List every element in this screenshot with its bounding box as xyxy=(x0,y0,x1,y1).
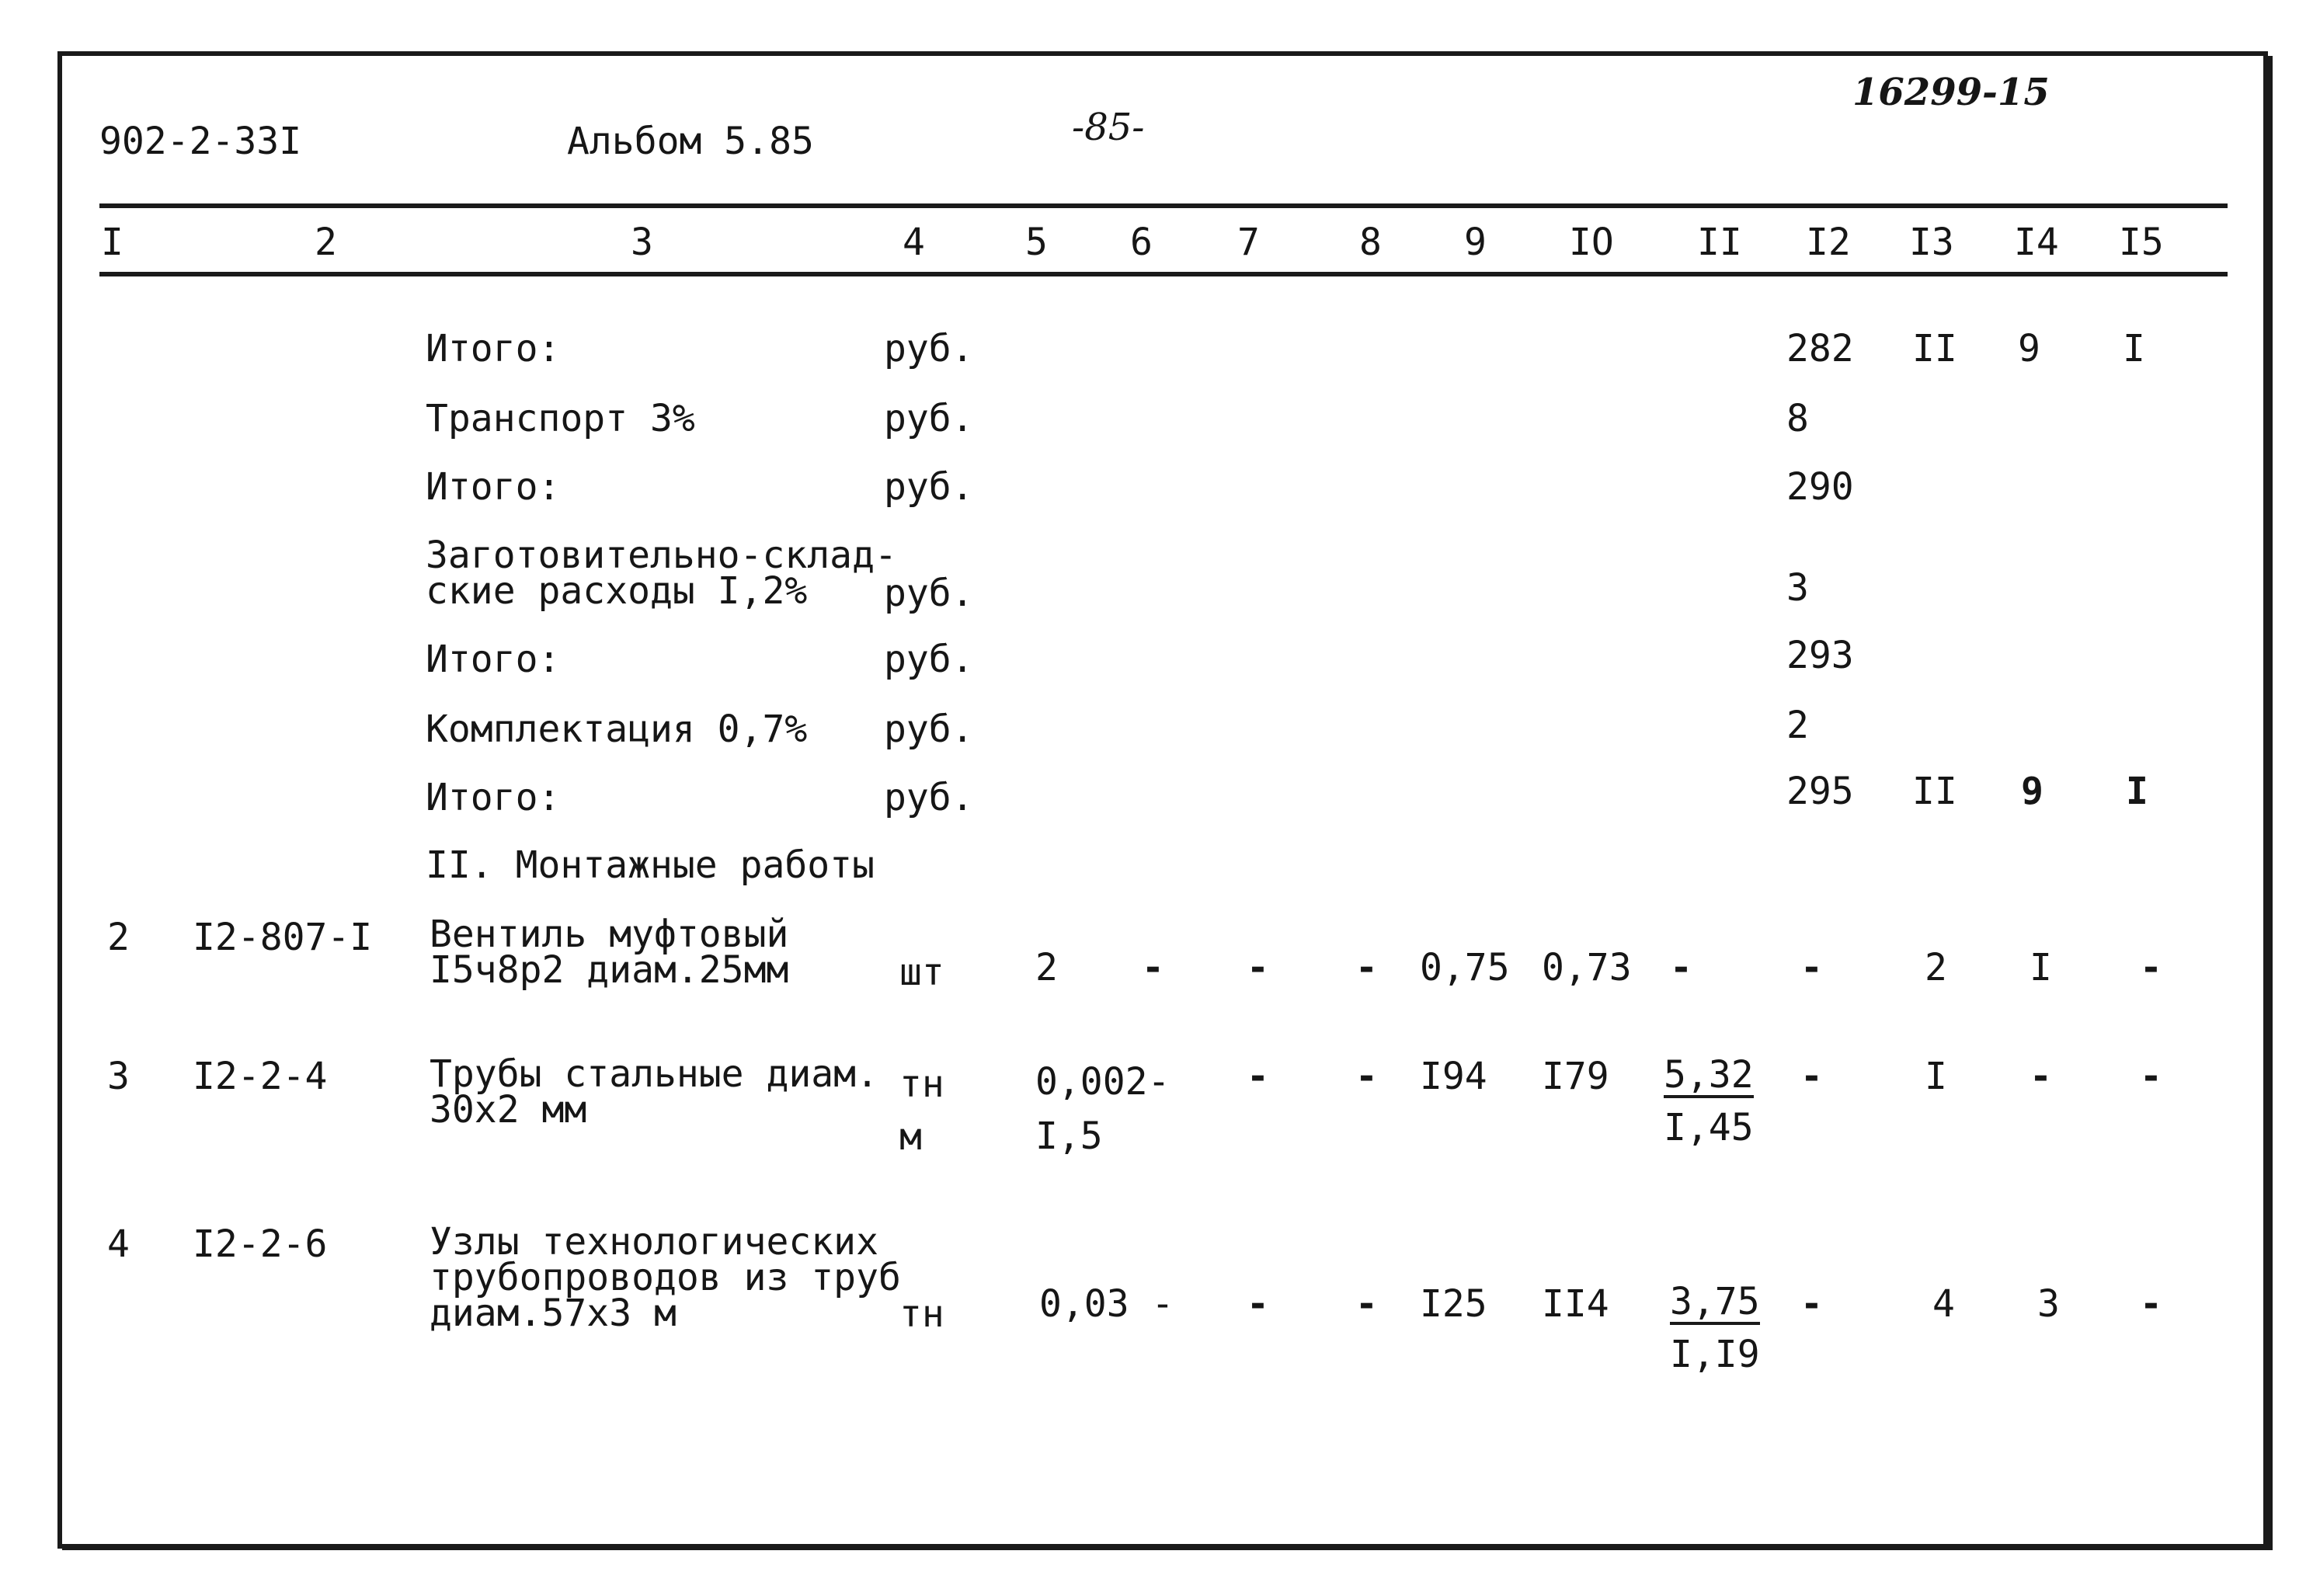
item-c10: 0,73 xyxy=(1542,946,1632,989)
item-name: Вентиль муфтовый I5ч8р2 диам.25мм xyxy=(430,913,789,992)
item-c12: - xyxy=(1800,946,1823,989)
item-c12: - xyxy=(1800,1282,1823,1326)
item-unit: шт xyxy=(899,951,944,994)
item-c15: - xyxy=(2140,1282,2162,1326)
completion-c12: 2 xyxy=(1786,704,1809,747)
totals-c12: 282 xyxy=(1786,327,1854,370)
totals-c12: 290 xyxy=(1786,465,1854,509)
totals-c15: I xyxy=(2123,327,2145,370)
item-code: I2-2-4 xyxy=(193,1055,328,1098)
item-c7: - xyxy=(1247,1055,1269,1098)
item-c7: - xyxy=(1247,946,1269,989)
header-rule-top xyxy=(99,203,2228,208)
item-c9: 0,75 xyxy=(1420,946,1510,989)
column-header-5: 5 xyxy=(1025,221,1048,264)
totals-c14: 9 xyxy=(2018,327,2040,370)
item-unit: тн м xyxy=(899,1062,944,1159)
frame-shadow-right xyxy=(2268,56,2273,1550)
column-header-9: 9 xyxy=(1464,221,1487,264)
transport-label: Транспорт 3% xyxy=(426,397,695,440)
item-name: Трубы стальные диам. 30х2 мм xyxy=(430,1052,878,1132)
totals-label: Итого: xyxy=(426,638,561,681)
item-c8: - xyxy=(1355,1282,1378,1326)
column-header-11: II xyxy=(1697,221,1742,264)
item-c5: 2 xyxy=(1035,946,1058,989)
item-c11-numerator: 3,75 xyxy=(1670,1280,1760,1323)
item-c13: 2 xyxy=(1925,946,1947,989)
column-header-10: IO xyxy=(1569,221,1614,264)
document-code: 902-2-33I xyxy=(99,120,302,163)
frame-shadow-bottom xyxy=(62,1546,2273,1550)
item-c5: 0,002- I,5 xyxy=(1035,1060,1170,1158)
item-c13: I xyxy=(1925,1055,1947,1098)
item-c11: - xyxy=(1670,946,1692,989)
column-header-2: 2 xyxy=(315,221,337,264)
item-c15: - xyxy=(2140,946,2162,989)
grand-total-c12: 295 xyxy=(1786,770,1854,813)
column-header-1: I xyxy=(101,221,123,264)
completion-unit: руб. xyxy=(884,708,974,751)
item-c14: 3 xyxy=(2037,1282,2060,1326)
item-c11-numerator: 5,32 xyxy=(1664,1053,1754,1097)
totals-label: Итого: xyxy=(426,327,561,370)
item-number: 2 xyxy=(107,916,130,959)
procurement-unit: руб. xyxy=(884,572,974,615)
totals-label: Итого: xyxy=(426,465,561,509)
totals-unit: руб. xyxy=(884,638,974,681)
grand-total-c15: I xyxy=(2126,770,2148,813)
item-c12: - xyxy=(1800,1055,1823,1098)
item-number: 3 xyxy=(107,1055,130,1098)
totals-unit: руб. xyxy=(884,465,974,509)
page-number: -85- xyxy=(1072,106,1145,149)
grand-total-c14: 9 xyxy=(2021,770,2043,813)
column-header-12: I2 xyxy=(1806,221,1851,264)
totals-c12: 293 xyxy=(1786,634,1854,677)
column-header-3: 3 xyxy=(631,221,653,264)
item-c10: II4 xyxy=(1542,1282,1609,1326)
header-rule-bottom xyxy=(99,272,2228,276)
item-c14: I xyxy=(2030,946,2052,989)
totals-unit: руб. xyxy=(884,327,974,370)
column-header-14: I4 xyxy=(2014,221,2059,264)
item-c14: - xyxy=(2030,1055,2052,1098)
item-unit: тн xyxy=(899,1292,944,1336)
item-c13: 4 xyxy=(1932,1282,1955,1326)
grand-total-c13: II xyxy=(1912,770,1957,813)
item-c10: I79 xyxy=(1542,1055,1609,1098)
item-number: 4 xyxy=(107,1222,130,1266)
column-header-6: 6 xyxy=(1130,221,1153,264)
item-name: Узлы технологических трубопроводов из труб диам.57х3 м xyxy=(430,1220,901,1335)
item-code: I2-807-I xyxy=(193,916,373,959)
item-c15: - xyxy=(2140,1055,2162,1098)
item-c8: - xyxy=(1355,1055,1378,1098)
transport-unit: руб. xyxy=(884,397,974,440)
item-c11-denominator: I,45 xyxy=(1664,1106,1754,1149)
item-c9: I94 xyxy=(1420,1055,1487,1098)
item-c11-denominator: I,I9 xyxy=(1670,1333,1760,1376)
item-c5: 0,03 - xyxy=(1039,1282,1174,1326)
registration-stamp: 16299-15 xyxy=(1852,71,2050,114)
item-code: I2-2-6 xyxy=(193,1222,328,1266)
section-title: II. Монтажные работы xyxy=(426,843,875,887)
completion-label: Комплектация 0,7% xyxy=(426,708,808,751)
column-header-7: 7 xyxy=(1237,221,1260,264)
column-header-13: I3 xyxy=(1909,221,1954,264)
transport-c12: 8 xyxy=(1786,397,1809,440)
item-c9: I25 xyxy=(1420,1282,1487,1326)
item-c8: - xyxy=(1355,946,1378,989)
procurement-label: Заготовительно-склад- ские расходы I,2% xyxy=(426,534,897,613)
item-c7: - xyxy=(1247,1282,1269,1326)
grand-total-label: Итого: xyxy=(426,776,561,819)
item-c6: - xyxy=(1142,946,1164,989)
procurement-c12: 3 xyxy=(1786,566,1809,610)
album-label: Альбом 5.85 xyxy=(567,120,814,163)
column-header-15: I5 xyxy=(2119,221,2164,264)
column-header-8: 8 xyxy=(1359,221,1382,264)
column-header-4: 4 xyxy=(903,221,925,264)
grand-total-unit: руб. xyxy=(884,776,974,819)
totals-c13: II xyxy=(1912,327,1957,370)
